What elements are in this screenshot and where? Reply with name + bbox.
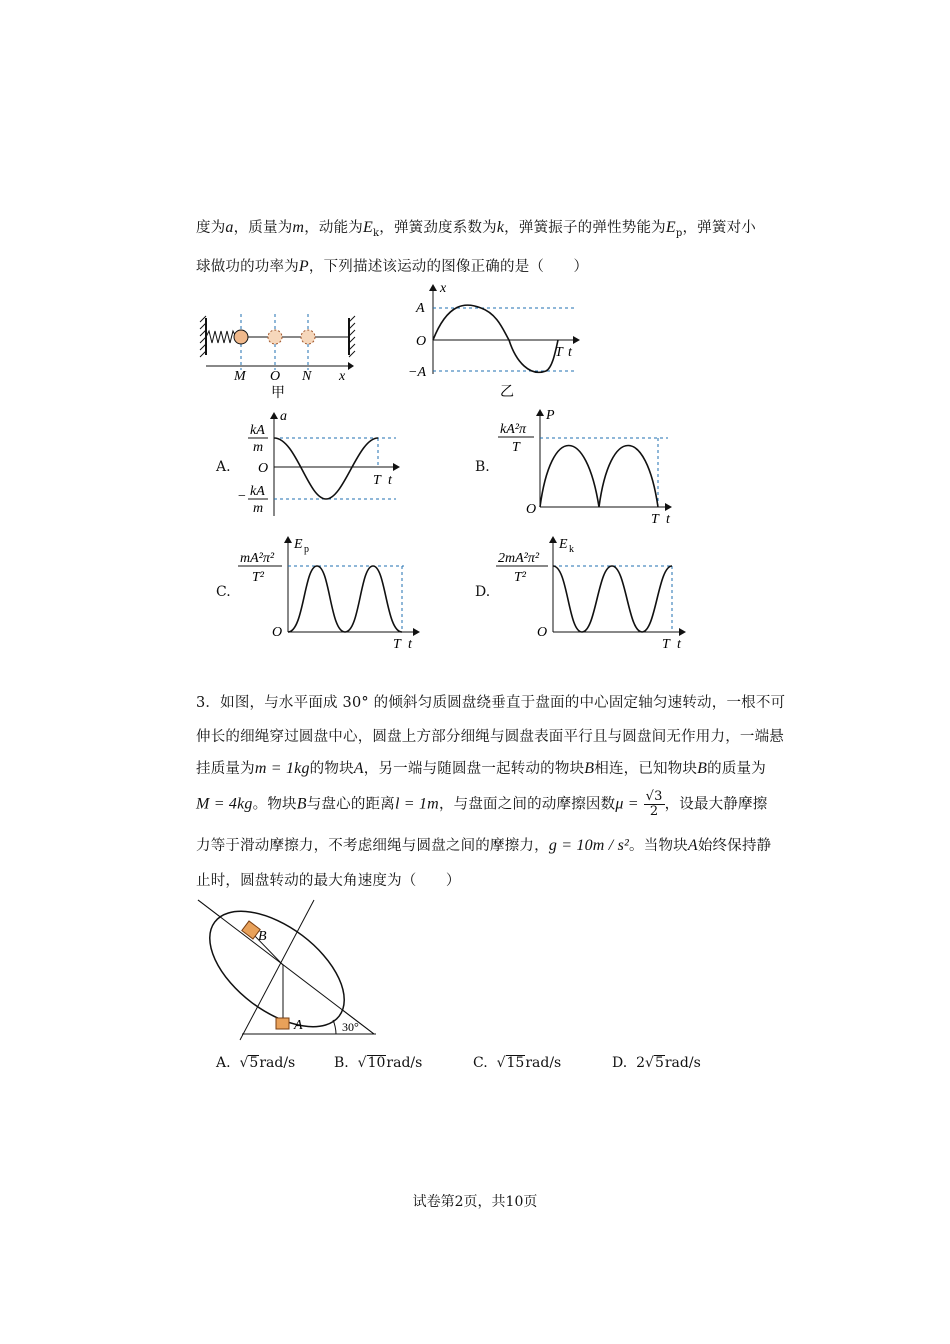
block-A [276, 1018, 289, 1029]
figure-yi [400, 282, 600, 400]
svg-text:E: E [559, 537, 568, 552]
option-C-graph [232, 534, 422, 652]
svg-text:B: B [258, 929, 267, 944]
svg-text:t: t [666, 512, 670, 527]
q3-option-A[interactable]: A. √5rad/s [216, 1055, 296, 1071]
svg-text:O: O [526, 502, 537, 517]
label-O: O [416, 334, 427, 349]
label-O: O [270, 369, 281, 384]
svg-text:T: T [373, 473, 381, 488]
caption-jia: 甲 [271, 385, 285, 401]
svg-text:−: − [238, 489, 246, 504]
option-B-letter[interactable]: B. [475, 459, 490, 475]
caption-yi: 乙 [500, 384, 514, 400]
option-A-letter[interactable]: A. [216, 459, 231, 475]
q3-line-1: 3．如图，与水平面成 30° 的倾斜匀质圆盘绕垂直于盘面的中心固定轴匀速转动，一根不可 [196, 695, 786, 711]
figure-jia [196, 300, 366, 405]
svg-text:T²: T² [514, 570, 526, 585]
label-A: A [416, 301, 425, 316]
label-M: M [234, 369, 246, 384]
svg-text:T²: T² [252, 570, 264, 585]
label-N: N [302, 369, 312, 384]
ball [234, 330, 248, 344]
svg-text:k: k [569, 544, 574, 555]
sine-curve [433, 305, 558, 372]
svg-text:m: m [253, 501, 264, 516]
svg-text:O: O [258, 461, 269, 476]
option-D-graph [494, 534, 690, 652]
figure-disk [196, 896, 386, 1044]
svg-text:kA²π: kA²π [500, 422, 526, 437]
axis-x-label: x [440, 281, 447, 296]
svg-text:A: A [294, 1018, 303, 1033]
label-x: x [339, 369, 346, 384]
svg-text:mA²π²: mA²π² [240, 551, 275, 566]
label-t: t [568, 345, 572, 360]
spring [206, 331, 236, 343]
q3-option-D[interactable]: D. 2√5rad/s [612, 1055, 701, 1071]
svg-text:T: T [662, 637, 670, 652]
mu-fraction: $\frac{√3}{2}$ [645, 789, 663, 819]
svg-text:kA: kA [250, 484, 265, 499]
q2-line-1: 度为a，质量为m，动能为$E_k$，弹簧劲度系数为k，弹簧振子的弹性势能为$E_p$，弹簧对小 [196, 219, 756, 239]
q3-line-2: 伸长的细绳穿过圆盘中心，圆盘上方部分细绳与圆盘表面平行且与圆盘间无作用力，一端悬 [196, 729, 784, 745]
label-T: T [555, 345, 563, 360]
q3-line-4: M = 4kg。物块B与盘心的距离l = 1m，与盘面之间的动摩擦因数μ = $\frac{√3}{2}$，设最大静摩擦 [196, 789, 768, 819]
q2-line-2: 球做功的功率为P，下列描述该运动的图像正确的是（ ） [196, 258, 589, 275]
q3-option-C[interactable]: C. √15rad/s [473, 1055, 562, 1071]
svg-text:T: T [651, 512, 659, 527]
label-neg-A: −A [408, 365, 426, 380]
q3-line-6: 止时，圆盘转动的最大角速度为（ ） [196, 873, 461, 889]
option-D-letter[interactable]: D. [475, 584, 491, 600]
option-C-letter[interactable]: C. [216, 584, 231, 600]
svg-text:T: T [393, 637, 401, 652]
svg-text:a: a [280, 409, 287, 424]
svg-text:T: T [512, 440, 520, 455]
q3-line-5: 力等于滑动摩擦力，不考虑细绳与圆盘之间的摩擦力，g = 10m / s²。当物块A始终保持静 [196, 837, 772, 854]
svg-text:O: O [537, 625, 548, 640]
svg-text:30°: 30° [342, 1020, 359, 1034]
svg-text:P: P [546, 408, 555, 423]
option-A-graph [236, 406, 416, 518]
svg-text:m: m [253, 440, 264, 455]
q3-line-3: 挂质量为m = 1kg的物块A，另一端与随圆盘一起转动的物块B相连，已知物块B的质量为 [196, 760, 766, 777]
q3-option-B[interactable]: B. √10rad/s [334, 1055, 423, 1071]
svg-text:t: t [408, 637, 412, 652]
svg-text:O: O [272, 625, 283, 640]
svg-text:E: E [294, 537, 303, 552]
option-B-graph [496, 405, 686, 527]
page-footer: 试卷第2页，共10页 [412, 1194, 538, 1210]
svg-text:kA: kA [250, 423, 265, 438]
svg-text:p: p [304, 544, 309, 555]
svg-text:2mA²π²: 2mA²π² [498, 551, 540, 566]
svg-text:t: t [677, 637, 681, 652]
svg-text:t: t [388, 473, 392, 488]
